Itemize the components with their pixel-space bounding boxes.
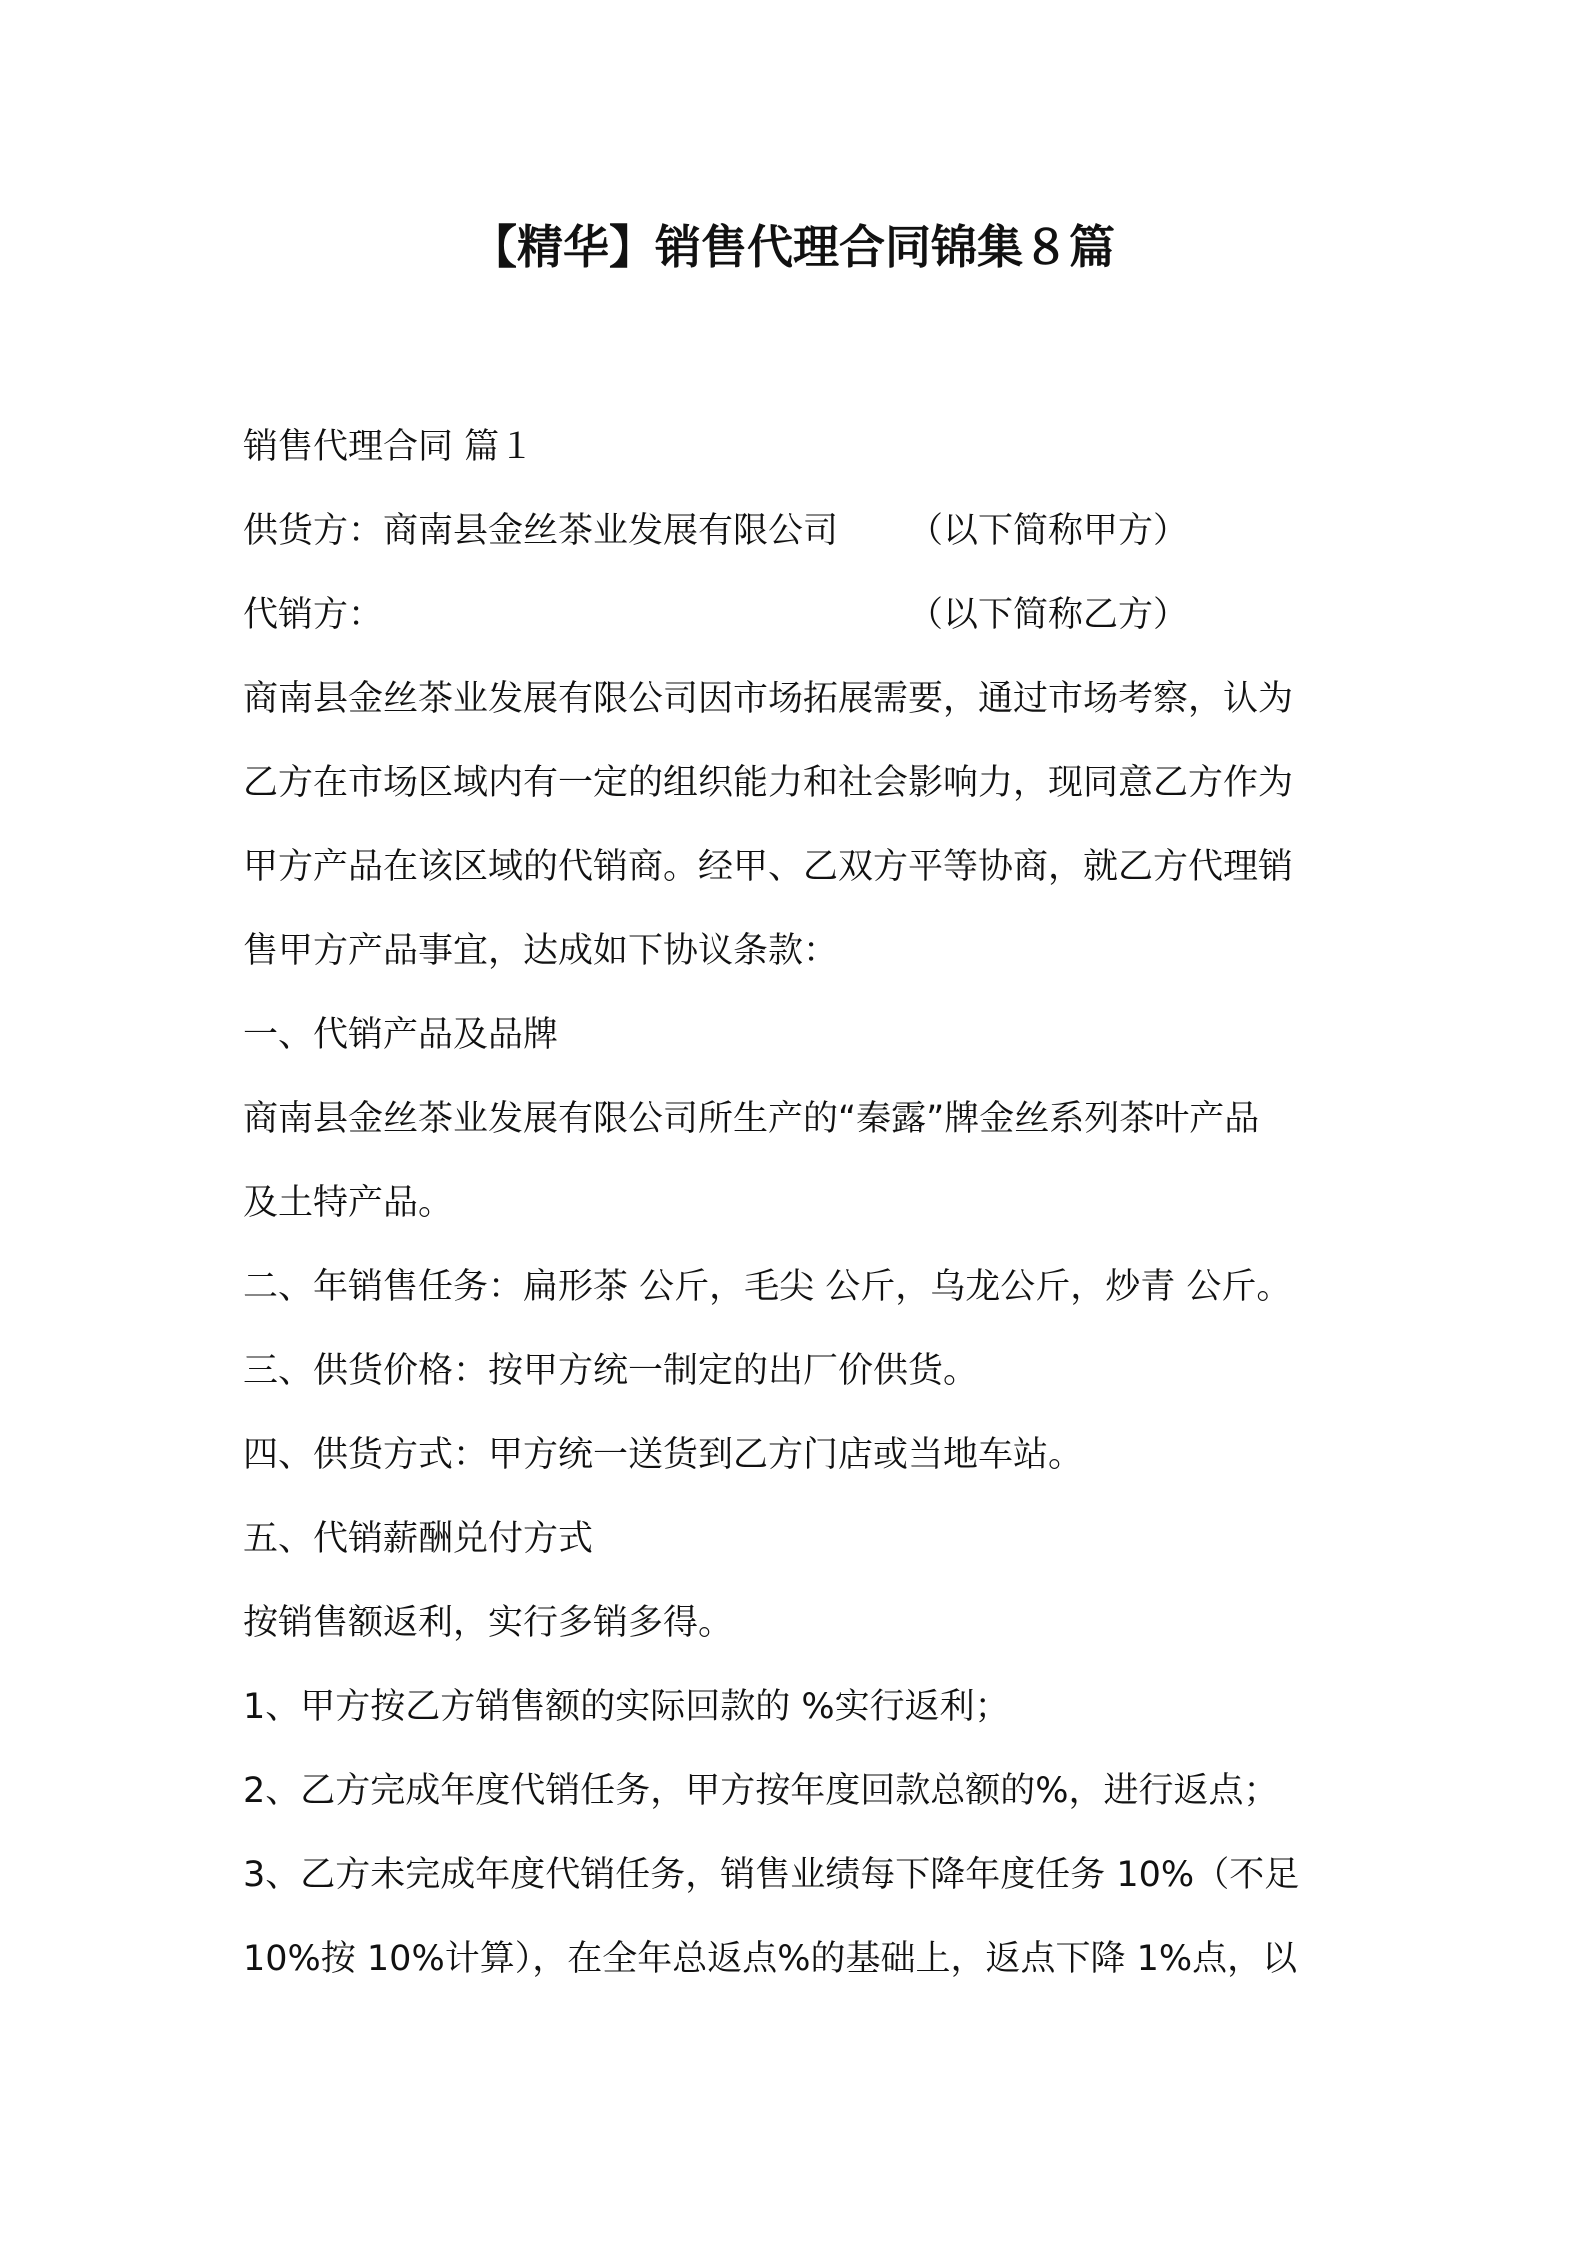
- agent-note: （以下简称乙方）: [908, 595, 1189, 635]
- paragraph-line: 售甲方产品事宜，达成如下协议条款：: [243, 931, 839, 971]
- paragraph-line: 商南县金丝茶业发展有限公司因市场拓展需要，通过市场考察，认为: [243, 679, 1294, 719]
- clause-heading: 一、代销产品及品牌: [243, 1015, 559, 1055]
- agent-line: [243, 573, 1383, 657]
- paragraph-line: 及土特产品。: [243, 1183, 454, 1223]
- list-item: 1、甲方按乙方销售额的实际回款的 %实行返利；: [243, 1687, 1010, 1727]
- paragraph-line: 乙方在市场区域内有一定的组织能力和社会影响力，现同意乙方作为: [243, 763, 1294, 803]
- clause-line: 三、供货价格：按甲方统一制定的出厂价供货。: [243, 1351, 979, 1391]
- list-item: 10%按 10%计算），在全年总返点%的基础上，返点下降 1%点，以: [243, 1939, 1298, 1979]
- clause-line: 二、年销售任务：扁形茶 公斤，毛尖 公斤，乌龙公斤，炒青 公斤。: [243, 1267, 1292, 1307]
- paragraph-line: 甲方产品在该区域的代销商。经甲、乙双方平等协商，就乙方代理销: [243, 847, 1294, 887]
- list-item: 2、乙方完成年度代销任务，甲方按年度回款总额的%，进行返点；: [243, 1771, 1279, 1811]
- document-body: [243, 405, 1383, 2001]
- clause-line: 四、供货方式：甲方统一送货到乙方门店或当地车站。: [243, 1435, 1084, 1475]
- list-item: 3、乙方未完成年度代销任务，销售业绩每下降年度任务 10%（不足: [243, 1855, 1300, 1895]
- document-title: 【精华】销售代理合同锦集８篇: [471, 220, 1115, 274]
- agent-label: 代销方：: [243, 595, 384, 635]
- paragraph-line: 按销售额返利，实行多销多得。: [243, 1603, 734, 1643]
- section-heading: 销售代理合同 篇１: [243, 427, 535, 467]
- supplier-label: 供货方：商南县金丝茶业发展有限公司: [243, 511, 839, 551]
- clause-heading: 五、代销薪酬兑付方式: [243, 1519, 594, 1559]
- paragraph-line: 商南县金丝茶业发展有限公司所生产的“秦露”牌金丝系列茶叶产品: [243, 1099, 1260, 1139]
- supplier-note: （以下简称甲方）: [908, 511, 1189, 551]
- supplier-line: [243, 489, 1383, 573]
